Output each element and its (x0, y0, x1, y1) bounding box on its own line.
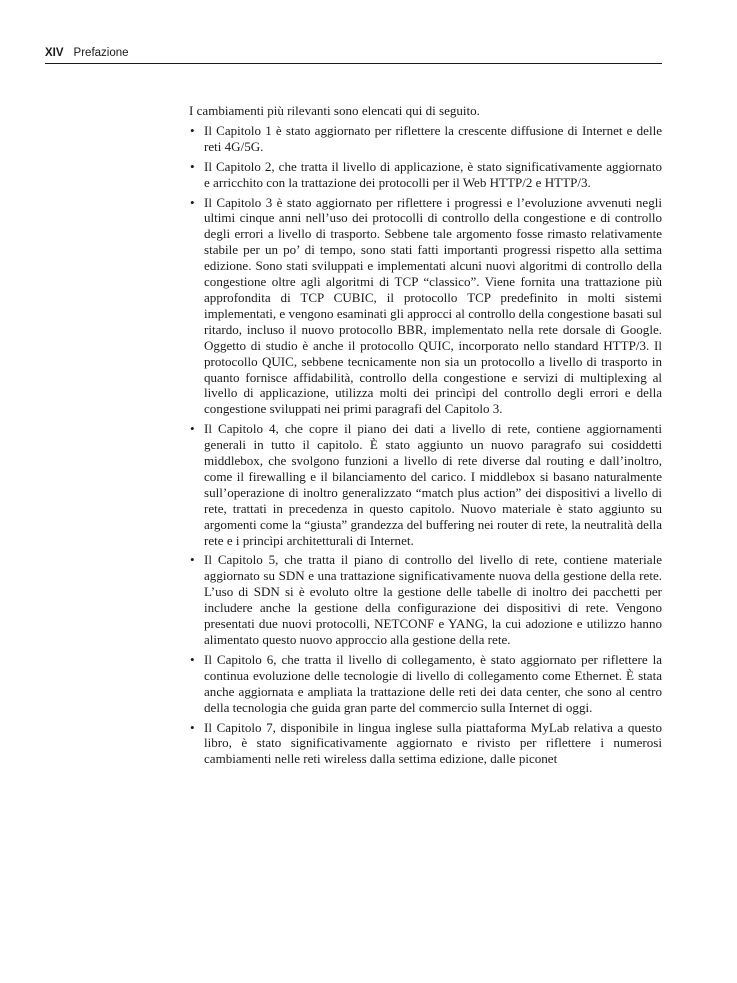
list-item (189, 552, 662, 647)
list-item-text: Il Capitolo 4, che copre il piano dei dati a livello di rete, contiene aggiornamenti generali in tutto il capitolo. È stato aggiunto un nuovo paragrafo sui cosiddetti middlebox, che svolgono funzioni a livello di rete diverse dal routing e dall’inoltro, come il firewalling e il bilanciamento del carico. I middlebox si basano naturalmente sull’operazione di inoltro generalizzato “match plus action” dei dispositivi a livello di rete, trattati in precedenza in questo capitolo. Nuovo materiale è stato aggiunto su argomenti come la “giusta” grandezza del buffering nei router di rete, la neutralità della rete e i princìpi architetturali di Internet. (204, 421, 662, 548)
changes-list (189, 123, 662, 767)
list-item (189, 421, 662, 548)
bullet-icon: • (190, 421, 195, 437)
list-item (189, 123, 662, 155)
intro-paragraph: I cambiamenti più rilevanti sono elencati qui di seguito. (189, 103, 480, 118)
list-item-text: Il Capitolo 1 è stato aggiornato per riflettere la crescente diffusione di Internet e delle reti 4G/5G. (204, 122, 662, 154)
bullet-icon: • (190, 194, 195, 210)
bullet-icon: • (190, 719, 195, 735)
list-item (189, 195, 662, 418)
bullet-icon: • (190, 158, 195, 174)
bullet-icon: • (190, 552, 195, 568)
list-item-text: Il Capitolo 6, che tratta il livello di collegamento, è stato aggiornato per riflettere la continua evoluzione delle tecnologie di livello di collegamento come Ethernet. È stata anche aggiornata e ampliata la trattazione delle reti dei data center, che sono al centro della tecnologia che guida gran parte del commercio sulla Internet di oggi. (204, 651, 662, 715)
page-body (189, 103, 662, 771)
list-item-text: Il Capitolo 2, che tratta il livello di applicazione, è stato significativamente aggiornato e arricchito con la trattazione dei protocolli per il Web HTTP/2 e HTTP/3. (204, 158, 662, 190)
list-item-text: Il Capitolo 7, disponibile in lingua inglese sulla piattaforma MyLab relativa a questo libro, è stato significativamente aggiornato e rivisto per riflettere i numerosi cambiamenti nelle reti wireless dalla settima edizione, dalle piconet (204, 719, 662, 767)
list-item-text: Il Capitolo 3 è stato aggiornato per riflettere i progressi e l’evoluzione avvenuti negli ultimi cinque anni nell’uso dei protocolli di controllo della congestione e di controllo degli errori a livello di trasporto. Sebbene tale argomento fosse rimasto relativamente stabile per un po’ di tempo, sono stati fatti importanti progressi rispetto alla settima edizione. Sono stati sviluppati e implementati alcuni nuovi algoritmi di controllo della congestione oltre agli algoritmi di TCP “classico”. Viene fornita una trattazione più approfondita di TCP CUBIC, il protocollo TCP predefinito in molti sistemi implementati, e vengono esaminati gli approcci al controllo della congestione basati sul ritardo, incluso il nuovo protocollo BBR, implementato nella rete dorsale di Google. Oggetto di studio è anche il protocollo QUIC, incorporato nello standard HTTP/3. Il protocollo QUIC, sebbene tecnicamente non sia un protocollo a livello di trasporto in quanto fornisce affidabilità, controllo della congestione e servizi di multiplexing al livello di applicazione, utilizza molti dei princìpi del controllo degli errori e della congestione sviluppati nei primi paragrafi del Capitolo 3. (204, 194, 662, 417)
running-head-title: Prefazione (73, 47, 129, 59)
running-head (45, 46, 662, 64)
list-item (189, 652, 662, 716)
list-item-text: Il Capitolo 5, che tratta il piano di controllo del livello di rete, contiene materiale aggiornato su SDN e una trattazione significativamente nuova della gestione della rete. L’uso di SDN si è evoluto oltre la gestione delle tabelle di inoltro dei pacchetti per includere anche la gestione della configurazione dei dispositivi di rete. Vengono presentati due nuovi protocolli, NETCONF e YANG, la cui adozione e utilizzo hanno alimentato questo nuovo approccio alla gestione della rete. (204, 552, 662, 647)
bullet-icon: • (190, 651, 195, 667)
bullet-icon: • (190, 122, 195, 138)
page-number: XIV (45, 47, 64, 59)
list-item (189, 720, 662, 768)
list-item (189, 159, 662, 191)
